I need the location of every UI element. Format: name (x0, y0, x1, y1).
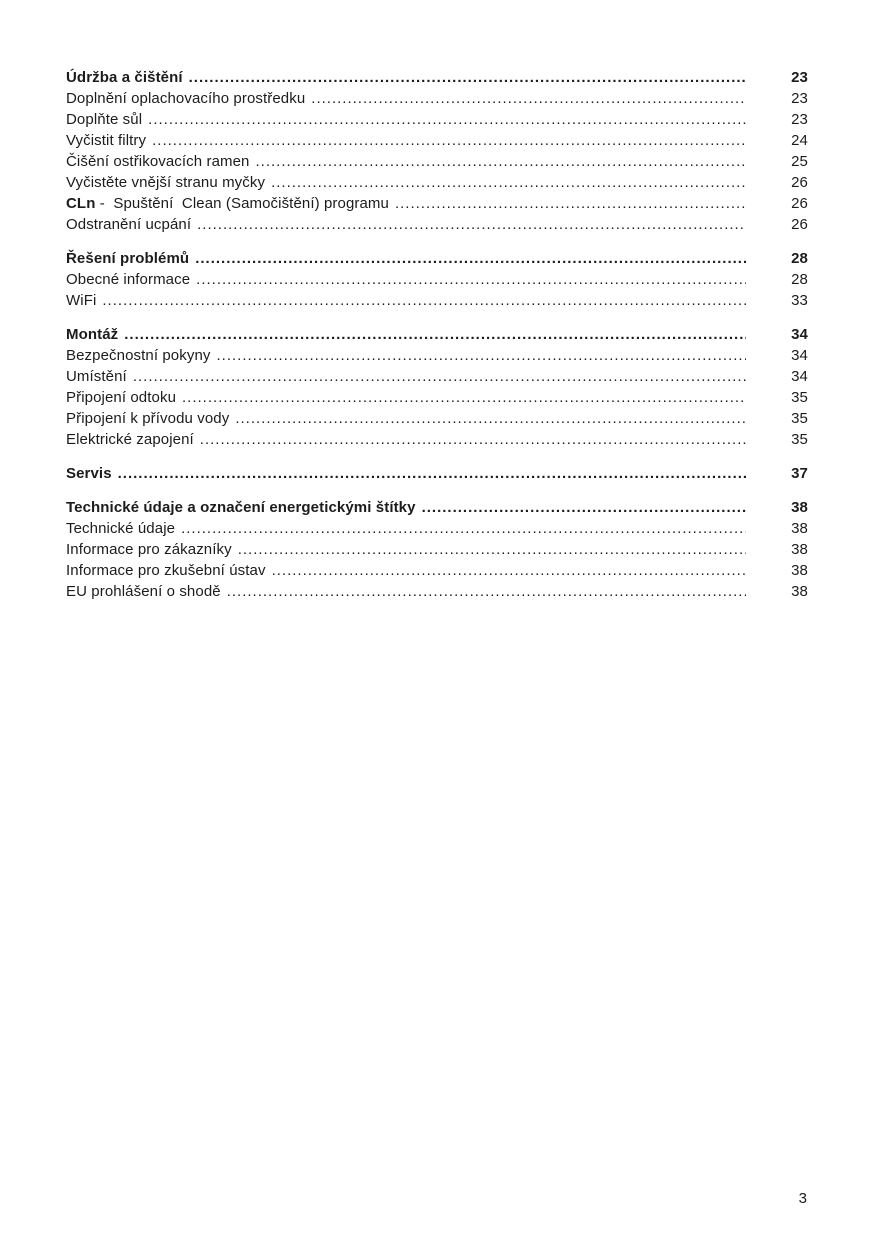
toc-entry-label: Montáž (66, 326, 119, 343)
dot-leader (217, 345, 747, 366)
toc-entry-page: 28 (791, 271, 808, 288)
toc-entry-label: Připojení odtoku (66, 389, 177, 406)
dot-leader (227, 581, 746, 602)
toc-entry-label: Technické údaje (66, 520, 176, 537)
toc-section-service (66, 463, 808, 484)
toc-entry (66, 193, 808, 214)
dot-leader (189, 67, 746, 88)
toc-entry-page: 38 (791, 520, 808, 537)
toc-entry-label: Bezpečnostní pokyny (66, 347, 211, 364)
toc-entry-label: Technické údaje a označení energetickými štítky (66, 499, 416, 516)
toc-section-troubleshooting (66, 248, 808, 311)
toc-entry (66, 581, 808, 602)
toc-entry-page: 34 (791, 368, 808, 385)
toc-entry-label: WiFi (66, 292, 97, 309)
toc-entry-label: Umístění (66, 368, 127, 385)
table-of-contents (66, 67, 808, 602)
toc-entry (66, 518, 808, 539)
toc-entry-page: 26 (791, 195, 808, 212)
toc-entry-label-rest: - Spuštění Clean (Samočištění) programu (95, 195, 389, 212)
dot-leader (200, 429, 746, 450)
toc-entry (66, 109, 808, 130)
toc-entry-page: 34 (791, 326, 808, 343)
toc-entry-page: 35 (791, 431, 808, 448)
toc-entry (66, 387, 808, 408)
dot-leader (148, 109, 746, 130)
toc-entry-page: 33 (791, 292, 808, 309)
toc-entry (66, 88, 808, 109)
toc-entry-label: Informace pro zákazníky (66, 541, 232, 558)
toc-entry-page: 38 (791, 541, 808, 558)
dot-leader (181, 518, 746, 539)
toc-entry (66, 463, 808, 484)
dot-leader (238, 539, 746, 560)
toc-entry-label: Servis (66, 465, 112, 482)
toc-entry-label: Doplňte sůl (66, 111, 143, 128)
toc-entry-label: Doplnění oplachovacího prostředku (66, 90, 306, 107)
toc-entry-page: 28 (791, 250, 808, 267)
toc-entry (66, 67, 808, 88)
toc-entry-label: Elektrické zapojení (66, 431, 194, 448)
dot-leader (124, 324, 746, 345)
dot-leader (272, 560, 746, 581)
dot-leader (195, 248, 746, 269)
dot-leader (102, 290, 746, 311)
toc-entry-label (66, 193, 389, 214)
toc-entry (66, 408, 808, 429)
toc-entry (66, 269, 808, 290)
toc-entry-label: Vyčistěte vnější stranu myčky (66, 174, 266, 191)
toc-entry-page: 23 (791, 90, 808, 107)
toc-entry (66, 429, 808, 450)
toc-entry (66, 497, 808, 518)
toc-entry-label: Čišění ostřikovacích ramen (66, 153, 250, 170)
toc-entry (66, 560, 808, 581)
toc-entry (66, 214, 808, 235)
toc-entry-page: 38 (791, 562, 808, 579)
dot-leader (152, 130, 746, 151)
toc-entry-page: 26 (791, 174, 808, 191)
toc-entry-label: Připojení k přívodu vody (66, 410, 230, 427)
dot-leader (256, 151, 746, 172)
toc-entry-page: 24 (791, 132, 808, 149)
toc-entry (66, 290, 808, 311)
toc-entry (66, 366, 808, 387)
dot-leader (196, 269, 746, 290)
toc-entry-page: 38 (791, 499, 808, 516)
dot-leader (271, 172, 746, 193)
dot-leader (182, 387, 746, 408)
toc-entry-page: 34 (791, 347, 808, 364)
dot-leader (118, 463, 746, 484)
dot-leader (311, 88, 746, 109)
toc-entry (66, 248, 808, 269)
toc-entry-page: 25 (791, 153, 808, 170)
toc-section-maintenance (66, 67, 808, 235)
dot-leader (235, 408, 746, 429)
toc-entry-label: Řešení problémů (66, 250, 190, 267)
toc-entry-label: Obecné informace (66, 271, 191, 288)
toc-entry (66, 324, 808, 345)
dot-leader (197, 214, 746, 235)
dot-leader (422, 497, 746, 518)
toc-entry-page: 37 (791, 465, 808, 482)
toc-entry (66, 345, 808, 366)
toc-entry-label: Vyčistit filtry (66, 132, 147, 149)
toc-entry (66, 172, 808, 193)
toc-entry-page: 26 (791, 216, 808, 233)
toc-entry-label: Informace pro zkušební ústav (66, 562, 266, 579)
toc-entry-page: 35 (791, 410, 808, 427)
toc-section-installation (66, 324, 808, 450)
toc-section-technical-data (66, 497, 808, 602)
toc-entry-page: 23 (791, 111, 808, 128)
toc-entry-page: 38 (791, 583, 808, 600)
dot-leader (133, 366, 746, 387)
toc-entry-page: 35 (791, 389, 808, 406)
toc-entry-page: 23 (791, 69, 808, 86)
toc-entry (66, 151, 808, 172)
toc-entry-label: EU prohlášení o shodě (66, 583, 221, 600)
dot-leader (395, 193, 746, 214)
toc-entry-label: Údržba a čištění (66, 69, 183, 86)
toc-entry (66, 130, 808, 151)
page-number: 3 (798, 1190, 807, 1207)
toc-entry-label-prefix: CLn (66, 195, 96, 212)
toc-entry (66, 539, 808, 560)
toc-entry-label: Odstranění ucpání (66, 216, 192, 233)
